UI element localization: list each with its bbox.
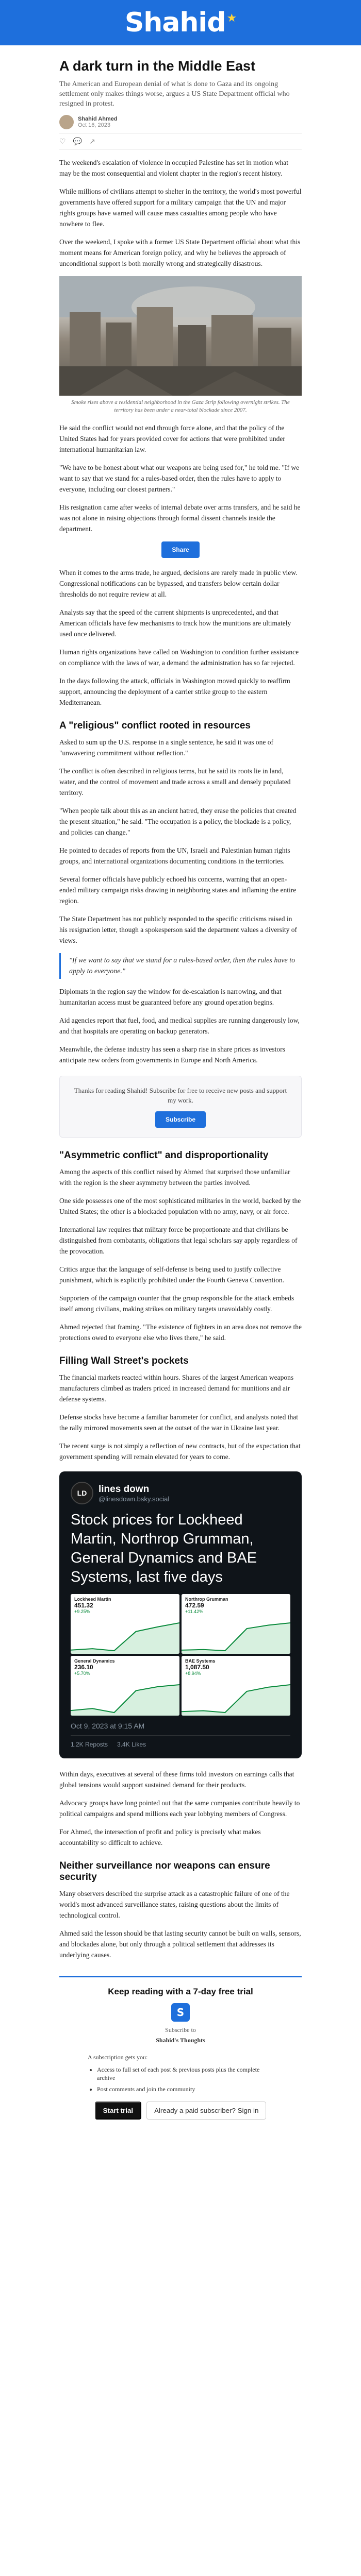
paragraph: Several former officials have publicly echoed his concerns, warning that an open-ended military campaign risks drawing in neighboring states and inflaming the entire region.	[59, 875, 297, 905]
post-author-name[interactable]: lines down	[99, 1483, 150, 1495]
paragraph: International law requires that military force be proportionate and that civilians be distinguished from combatants, obligations that legal scholars say apply regardless of the provocation.	[59, 1226, 298, 1255]
stock-chart[interactable]	[71, 1656, 179, 1716]
stock-price: 236.10	[74, 1664, 93, 1671]
author-avatar[interactable]	[59, 115, 74, 129]
start-trial-button[interactable]: Start trial	[95, 2102, 142, 2120]
site-logo[interactable]	[125, 7, 236, 38]
paragraph: Aid agencies report that fuel, food, and medical supplies are running dangerously low, and that hospitals are operating on backup generators.	[59, 1016, 300, 1035]
paragraph: Meanwhile, the defense industry has seen a sharp rise in share prices as investors anticipate new orders from governments in Europe and North America.	[59, 1045, 285, 1064]
share-icon[interactable]: ↗	[89, 138, 95, 146]
section-heading: Neither surveillance nor weapons can ensure security	[59, 1860, 270, 1883]
paragraph: He pointed to decades of reports from the UN, Israeli and Palestinian human rights groups, and international organizations documenting conditions in the territories.	[59, 846, 290, 865]
pull-quote: "If we want to say that we stand for a rules-based order, then the rules have to apply to everyone."	[59, 953, 302, 979]
site-logo-text: Shahid	[124, 7, 226, 38]
stock-company: BAE Systems	[185, 1658, 216, 1664]
gaza-photo	[59, 276, 302, 396]
like-count[interactable]: 3.4K Likes	[117, 1741, 146, 1748]
stock-chart[interactable]	[71, 1594, 179, 1654]
stock-chart-grid	[71, 1594, 290, 1716]
sign-in-button[interactable]: Already a paid subscriber? Sign in	[146, 2102, 266, 2120]
paragraph: Over the weekend, I spoke with a former US State Department official about what this moment means for American foreign policy, and why he believes the approach of unconditional support is both morally wrong and strategically disastrous.	[59, 238, 301, 267]
star-icon: ★	[226, 11, 237, 25]
article-subtitle: The American and European denial of what is done to Gaza and its ongoing settlement only makes things worse, argues a US State Department official who resigned in protest.	[59, 80, 290, 108]
paragraph: Defense stocks have become a familiar barometer for conflict, and analysts noted that the rally mirrored movements seen at the outset of the war in Ukraine last year.	[59, 1413, 298, 1432]
stock-change: +9.25%	[74, 1609, 90, 1614]
paragraph: Supporters of the campaign counter that the group responsible for the attack embeds itself among civilians, making strikes on military targets unavoidably costly.	[59, 1294, 294, 1313]
paragraph: Ahmed said the lesson should be that lasting security cannot be built on walls, sensors, and blockades alone, but only through a political settlement that addresses its underlying causes.	[59, 1929, 301, 1959]
post-actions	[59, 133, 302, 150]
stock-price: 451.32	[74, 1602, 93, 1609]
paragraph: Analysts say that the speed of the current shipments is unprecedented, and that American officials have few mechanisms to track how the munitions are ultimately used once delivered.	[59, 608, 291, 638]
publish-date: Oct 16, 2023	[78, 122, 110, 128]
perks-list	[88, 2065, 273, 2093]
paragraph: "We have to be honest about what our weapons are being used for," he told me. "If we want to say that we stand for a rules-based order, then the rules have to apply to everyone, including our closest partners."	[59, 464, 300, 493]
repost-count[interactable]: 1.2K Reposts	[71, 1741, 108, 1748]
paragraph: One side possesses one of the most sophisticated militaries in the world, backed by the United States; the other is a blockaded population with no army, navy, or air force.	[59, 1197, 301, 1215]
post-timestamp[interactable]: Oct 9, 2023 at 9:15 AM	[71, 1722, 145, 1730]
stock-change: +8.94%	[185, 1671, 201, 1676]
stock-chart[interactable]	[182, 1656, 290, 1716]
section-heading: "Asymmetric conflict" and disproportionality	[59, 1150, 269, 1161]
section-heading: Filling Wall Street's pockets	[59, 1355, 189, 1366]
paragraph: Asked to sum up the U.S. response in a single sentence, he said it was one of "unwavering commitment without reflection."	[59, 738, 274, 757]
paragraph: When it comes to the arms trade, he argued, decisions are rarely made in public view. Congressional notifications can be bypassed, and transfers below certain dollar thresholds do not require review at all.	[59, 569, 298, 598]
paragraph: He said the conflict would not end through force alone, and that the policy of the United States had for years provided cover for actions that were prohibited under international humanitarian law.	[59, 424, 285, 453]
paragraph: Critics argue that the language of self-defense is being used to justify collective punishment, which is explicitly prohibited under the Fourth Geneva Convention.	[59, 1265, 285, 1284]
paywall-actions	[59, 2102, 302, 2120]
comment-icon[interactable]: 💬	[73, 138, 82, 146]
article-figure	[59, 276, 302, 414]
paragraph: While millions of civilians attempt to shelter in the territory, the world's most powerful governments have offered support for a military campaign that the UN and major rights groups have warned will cause mass casualties among people who have nowhere to flee.	[59, 188, 302, 228]
stock-price: 1,087.50	[185, 1664, 209, 1671]
author-name[interactable]: Shahid Ahmed	[78, 116, 118, 122]
post-avatar[interactable]: LD	[71, 1482, 93, 1504]
post-header	[71, 1482, 290, 1504]
perk-item: • Access to full set of each post & previous posts plus the complete archive	[97, 2065, 273, 2082]
stock-sparkline	[71, 1682, 179, 1716]
sparkline-area	[182, 1623, 290, 1654]
post-stats	[71, 1735, 290, 1748]
like-icon[interactable]: ♡	[59, 138, 66, 146]
subscribe-message: Thanks for reading Shahid! Subscribe for free to receive new posts and support my work.	[74, 1087, 287, 1104]
paragraph: The weekend's escalation of violence in occupied Palestine has set in motion what may be the most consequential and violent chapter in the region's recent history.	[59, 159, 289, 177]
sparkline-area	[71, 1685, 179, 1716]
paragraph: Diplomats in the region say the window for de-escalation is narrowing, and that humanitarian access must be guaranteed before any ground operation begins.	[59, 988, 282, 1006]
subscribe-button[interactable]: Subscribe	[155, 1111, 206, 1128]
masthead	[0, 0, 361, 45]
paragraph: The State Department has not publicly responded to the specific criticisms raised in his resignation letter, though a spokesperson said the department values a diversity of views.	[59, 915, 297, 944]
post-text: Stock prices for Lockheed Martin, Northrop Grumman, General Dynamics and BAE Systems, last five days	[71, 1512, 257, 1585]
paragraph: "When people talk about this as an ancient hatred, they erase the policies that created the present situation," he said. "The occupation is a policy, the blockade is a policy, and policies can change."	[59, 807, 297, 836]
paragraph: For Ahmed, the intersection of profit and policy is precisely what makes accountability so difficult to achieve.	[59, 1828, 261, 1846]
byline	[59, 115, 302, 129]
embedded-post[interactable]	[59, 1471, 302, 1758]
paywall-perks	[88, 2054, 273, 2093]
paywall	[59, 1976, 302, 2120]
photo-illustration	[59, 276, 302, 396]
post-author-handle[interactable]: @linesdown.bsky.social	[99, 1495, 170, 1503]
paragraph: Among the aspects of this conflict raised by Ahmed that surprised those unfamiliar with the region is the sheer asymmetry between the parties involved.	[59, 1168, 290, 1187]
article-title: A dark turn in the Middle East	[59, 58, 256, 74]
paragraph: The conflict is often described in religious terms, but he said its roots lie in land, water, and the control of movement and trade across a small and densely populated territory.	[59, 767, 291, 796]
paragraph: The financial markets reacted within hours. Shares of the largest American weapons manufacturers climbed as traders priced in increased demand for munitions and air defense systems.	[59, 1374, 294, 1403]
paragraph: Within days, executives at several of these firms told investors on earnings calls that global tensions would support sustained demand for their products.	[59, 1770, 294, 1789]
paragraph: Advocacy groups have long pointed out that the same companies contribute heavily to political campaigns and spend millions each year lobbying members of Congress.	[59, 1799, 300, 1818]
share-cta-wrap	[59, 541, 302, 558]
stock-company: General Dynamics	[74, 1658, 115, 1664]
stock-change: +5.70%	[74, 1671, 90, 1676]
perks-lead: A subscription gets you:	[88, 2054, 148, 2061]
stock-chart[interactable]	[182, 1594, 290, 1654]
section-heading: A "religious" conflict rooted in resources	[59, 720, 251, 731]
stock-company: Northrop Grumman	[185, 1597, 228, 1602]
publication-name: Shahid's Thoughts	[156, 2037, 205, 2044]
stock-change: +11.42%	[185, 1609, 204, 1614]
paragraph: Many observers described the surprise attack as a catastrophic failure of one of the world's most advanced surveillance states, raising questions about the limits of technological control.	[59, 1890, 290, 1919]
stock-sparkline	[182, 1682, 290, 1716]
publication-logo: S	[171, 2003, 190, 2022]
paywall-subscribe-to: Subscribe to	[165, 2026, 196, 2033]
subscribe-widget	[59, 1076, 302, 1138]
article	[59, 45, 302, 2120]
perk-item: • Post comments and join the community	[97, 2085, 273, 2093]
stock-sparkline	[71, 1620, 179, 1654]
stock-price: 472.59	[185, 1602, 204, 1609]
share-button[interactable]: Share	[161, 541, 199, 558]
stock-company: Lockheed Martin	[74, 1597, 111, 1602]
paywall-heading: Keep reading with a 7-day free trial	[108, 1987, 253, 1996]
figure-caption: Smoke rises above a residential neighborhood in the Gaza Strip following overnight strikes. The territory has been under a near-total blockade since 2007.	[71, 399, 290, 413]
stock-sparkline	[182, 1620, 290, 1654]
paragraph: Human rights organizations have called on Washington to condition further assistance on compliance with the laws of war, a demand the administration has so far rejected.	[59, 648, 299, 667]
paragraph: In the days following the attack, officials in Washington moved quickly to reaffirm support, announcing the deployment of a carrier strike group to the eastern Mediterranean.	[59, 677, 290, 706]
paragraph: Ahmed rejected that framing. "The existence of fighters in an area does not remove the protections owed to everyone else who lives there," he said.	[59, 1323, 302, 1342]
paragraph: His resignation came after weeks of internal debate over arms transfers, and he said he was not alone in raising objections through formal dissent channels inside the department.	[59, 503, 301, 533]
paragraph: The recent surge is not simply a reflection of new contracts, but of the expectation that government spending will remain elevated for years to come.	[59, 1442, 301, 1461]
